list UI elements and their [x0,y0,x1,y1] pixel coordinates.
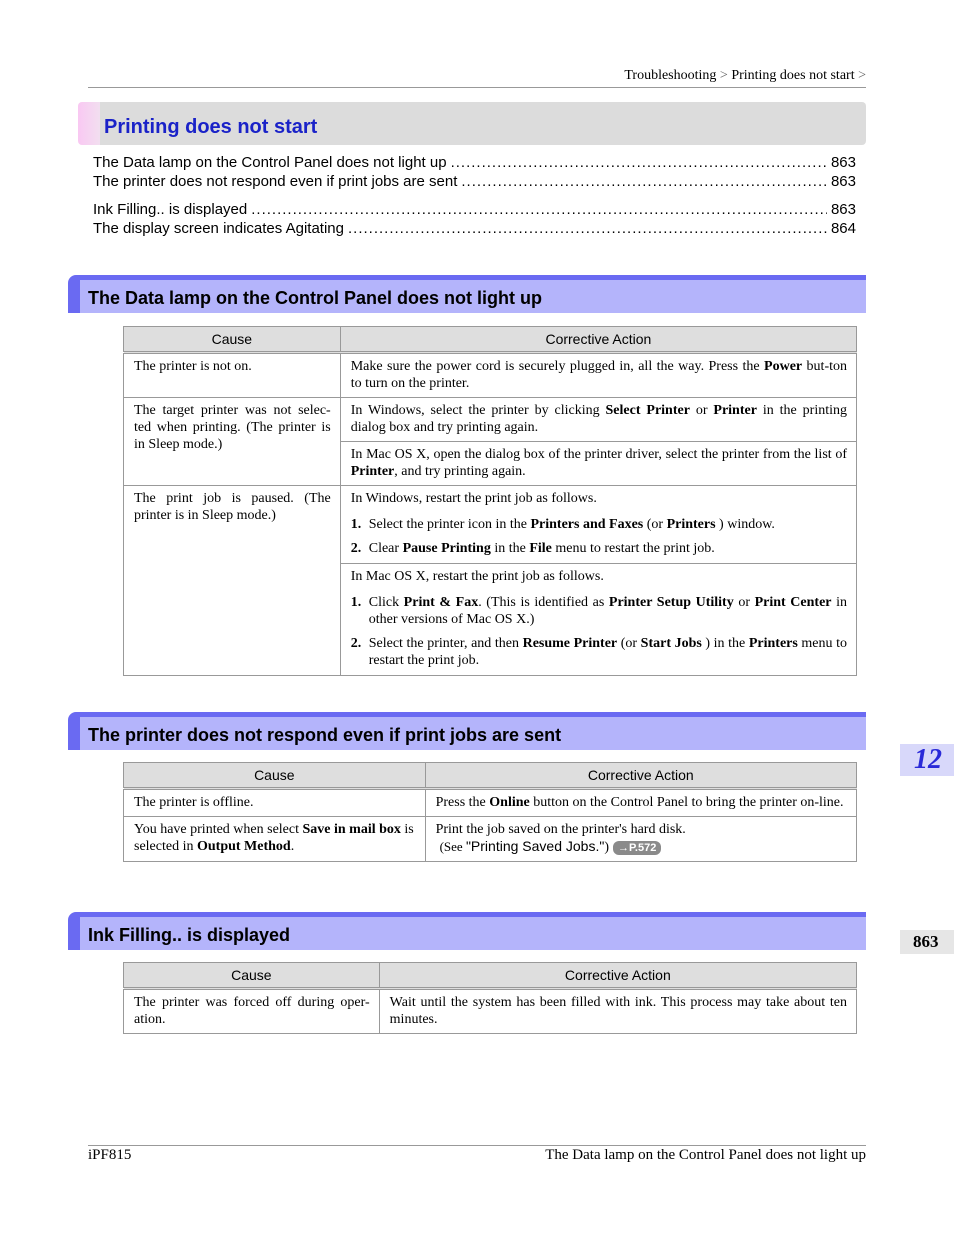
column-header-cause: Cause [124,963,380,989]
section-heading-data-lamp [68,275,866,313]
page-number-tab [900,930,954,954]
step-item [351,635,847,669]
column-header-action: Corrective Action [340,327,856,353]
text: or [689,403,714,418]
toc-entry[interactable] [93,220,856,239]
step-item [351,516,847,533]
action-cell [340,564,856,676]
column-header-action: Corrective Action [425,763,856,789]
breadcrumb-link-printing-does-not-start[interactable]: Printing does not start [731,68,855,83]
step-number: 1. [350,595,362,610]
table-header-row [124,327,857,353]
see-reference [436,838,847,856]
cause-cell [124,817,426,862]
toc-leader [461,173,827,190]
term-output-method: Output Method [196,839,291,854]
toc-entry-page: 863 [830,154,856,171]
term-printer-setup-utility: Printer Setup Utility [608,595,734,610]
text: (or [617,636,641,651]
section-title: The printer does not respond even if print jobs are sent [88,725,562,745]
toc-entry-title[interactable]: The printer does not respond even if print jobs are sent [93,173,458,190]
section-heading-ink-filling [68,912,866,950]
action-cell [340,486,856,564]
toc-entry-title[interactable]: The Data lamp on the Control Panel does not light up [93,154,447,171]
text: (or [643,517,667,532]
table-row [124,989,857,1034]
page-number: 863 [913,932,939,951]
section-title: The Data lamp on the Control Panel does not light up [88,288,543,308]
action-cell [340,442,856,486]
text: . [290,839,295,854]
cause-cell: The printer is not on. [124,353,341,398]
table-row [124,486,857,564]
term-select-printer: Select Printer [605,403,690,418]
footer-divider [88,1145,866,1146]
cause-cell: The target printer was not selec-ted when printing. (The printer is in Sleep mode.) [124,398,341,486]
text: Print the job saved on the printer's hard disk. [435,822,686,837]
text: Make sure the power cord is securely plugged in, all the way. Press the [350,359,765,374]
term-resume-printer: Resume Printer [522,636,618,651]
text: (See [439,839,466,854]
step-text [369,594,847,628]
step-item [351,594,847,628]
section-title: Ink Filling.. is displayed [88,925,291,945]
text: in the [490,541,530,556]
toc-entry[interactable] [93,154,856,173]
toc-entry[interactable] [93,173,856,192]
term-printers-and-faxes: Printers and Faxes [530,517,644,532]
data-lamp-table [123,326,857,676]
ink-filling-table [123,962,857,1034]
text: ) window. [715,517,775,532]
text: Select the printer, and then [368,636,523,651]
step-intro: In Windows, restart the print job as follows. [350,491,597,506]
toc-entry-title[interactable]: Ink Filling.. is displayed [93,201,248,218]
term-print-center: Print Center [754,595,832,610]
page-reference-badge[interactable]: →P.572 [613,841,661,855]
text: ) in the [701,636,749,651]
step-text [369,635,847,669]
breadcrumb-link-troubleshooting[interactable]: Troubleshooting [624,68,717,83]
toc-entry-page: 863 [830,173,856,190]
toc-leader [251,201,827,218]
table-of-contents [93,154,856,239]
table-row [124,398,857,442]
footer-section-title: The Data lamp on the Control Panel does not light up [545,1147,866,1163]
chapter-tab[interactable] [900,744,954,776]
term-printer: Printer [350,464,395,479]
term-pause-printing: Pause Printing [402,541,491,556]
link-printing-saved-jobs[interactable]: "Printing Saved Jobs." [465,838,605,854]
text: in the printing dialog box and try printing again. [350,403,847,435]
text: , and try printing again. [394,464,526,479]
text: In Windows, select the printer by clicking [350,403,606,418]
cause-cell: The printer was forced off during oper-ation. [124,989,380,1034]
breadcrumb-separator: > [719,68,728,83]
section-heading-printer-not-respond [68,712,866,750]
page-title-banner [78,102,866,145]
action-cell [340,353,856,398]
header-divider [88,87,866,88]
step-number: 1. [350,517,362,532]
term-printer: Printer [713,403,757,418]
table-header-row [124,763,857,789]
printer-not-respond-table [123,762,857,862]
breadcrumb-separator: > [858,68,866,83]
step-number: 2. [350,541,362,556]
toc-entry-page: 863 [830,201,856,218]
cause-cell: The printer is offline. [124,789,426,817]
table-row [124,817,857,862]
action-cell: Wait until the system has been filled with ink. This process may take about ten minutes. [379,989,856,1034]
text: Press the [435,795,490,810]
page-title: Printing does not start [104,116,318,138]
toc-entry-title[interactable]: The display screen indicates Agitating [93,220,344,237]
text: menu to restart the print job. [551,541,715,556]
text: Clear [368,541,403,556]
term-print-and-fax: Print & Fax [403,595,479,610]
step-text [369,516,847,533]
column-header-action: Corrective Action [379,963,856,989]
term-start-jobs: Start Jobs [640,636,702,651]
term-online: Online [489,795,530,810]
term-file: File [529,541,552,556]
text: in other versions of Mac OS X.) [368,595,848,627]
text: or [733,595,755,610]
step-text [369,540,847,557]
chapter-number: 12 [914,744,942,775]
table-header-row [124,963,857,989]
text: button on the Control Panel to bring the printer on-line. [529,795,844,810]
text: but-ton to turn on the printer. [350,359,847,391]
text: is selected in [134,822,414,854]
column-header-cause: Cause [124,763,426,789]
step-number: 2. [350,636,362,651]
term-printers: Printers [748,636,798,651]
text: Click [368,595,404,610]
term-power: Power [764,359,803,374]
action-cell [340,398,856,442]
text: . (This is identified as [478,595,609,610]
step-intro: In Mac OS X, restart the print job as follows. [350,569,604,584]
text: You have printed when select [134,822,303,837]
column-header-cause: Cause [124,327,341,353]
toc-entry[interactable] [93,201,856,220]
action-cell [425,789,856,817]
toc-leader [451,154,827,171]
text: ) [604,840,609,855]
table-row [124,353,857,398]
text: In Mac OS X, open the dialog box of the printer driver, select the printer from the list of [350,447,847,462]
toc-entry-page: 864 [830,220,856,237]
text: Select the printer icon in the [368,517,531,532]
footer-model: iPF815 [88,1147,132,1163]
breadcrumb [624,68,866,84]
table-row [124,789,857,817]
toc-leader [348,220,827,237]
action-cell [425,817,856,862]
term-save-in-mail-box: Save in mail box [302,822,401,837]
text: menu to restart the print job. [368,636,848,668]
step-item [351,540,847,557]
term-printers: Printers [666,517,716,532]
cause-cell: The print job is paused. (The printer is in Sleep mode.) [124,486,341,676]
